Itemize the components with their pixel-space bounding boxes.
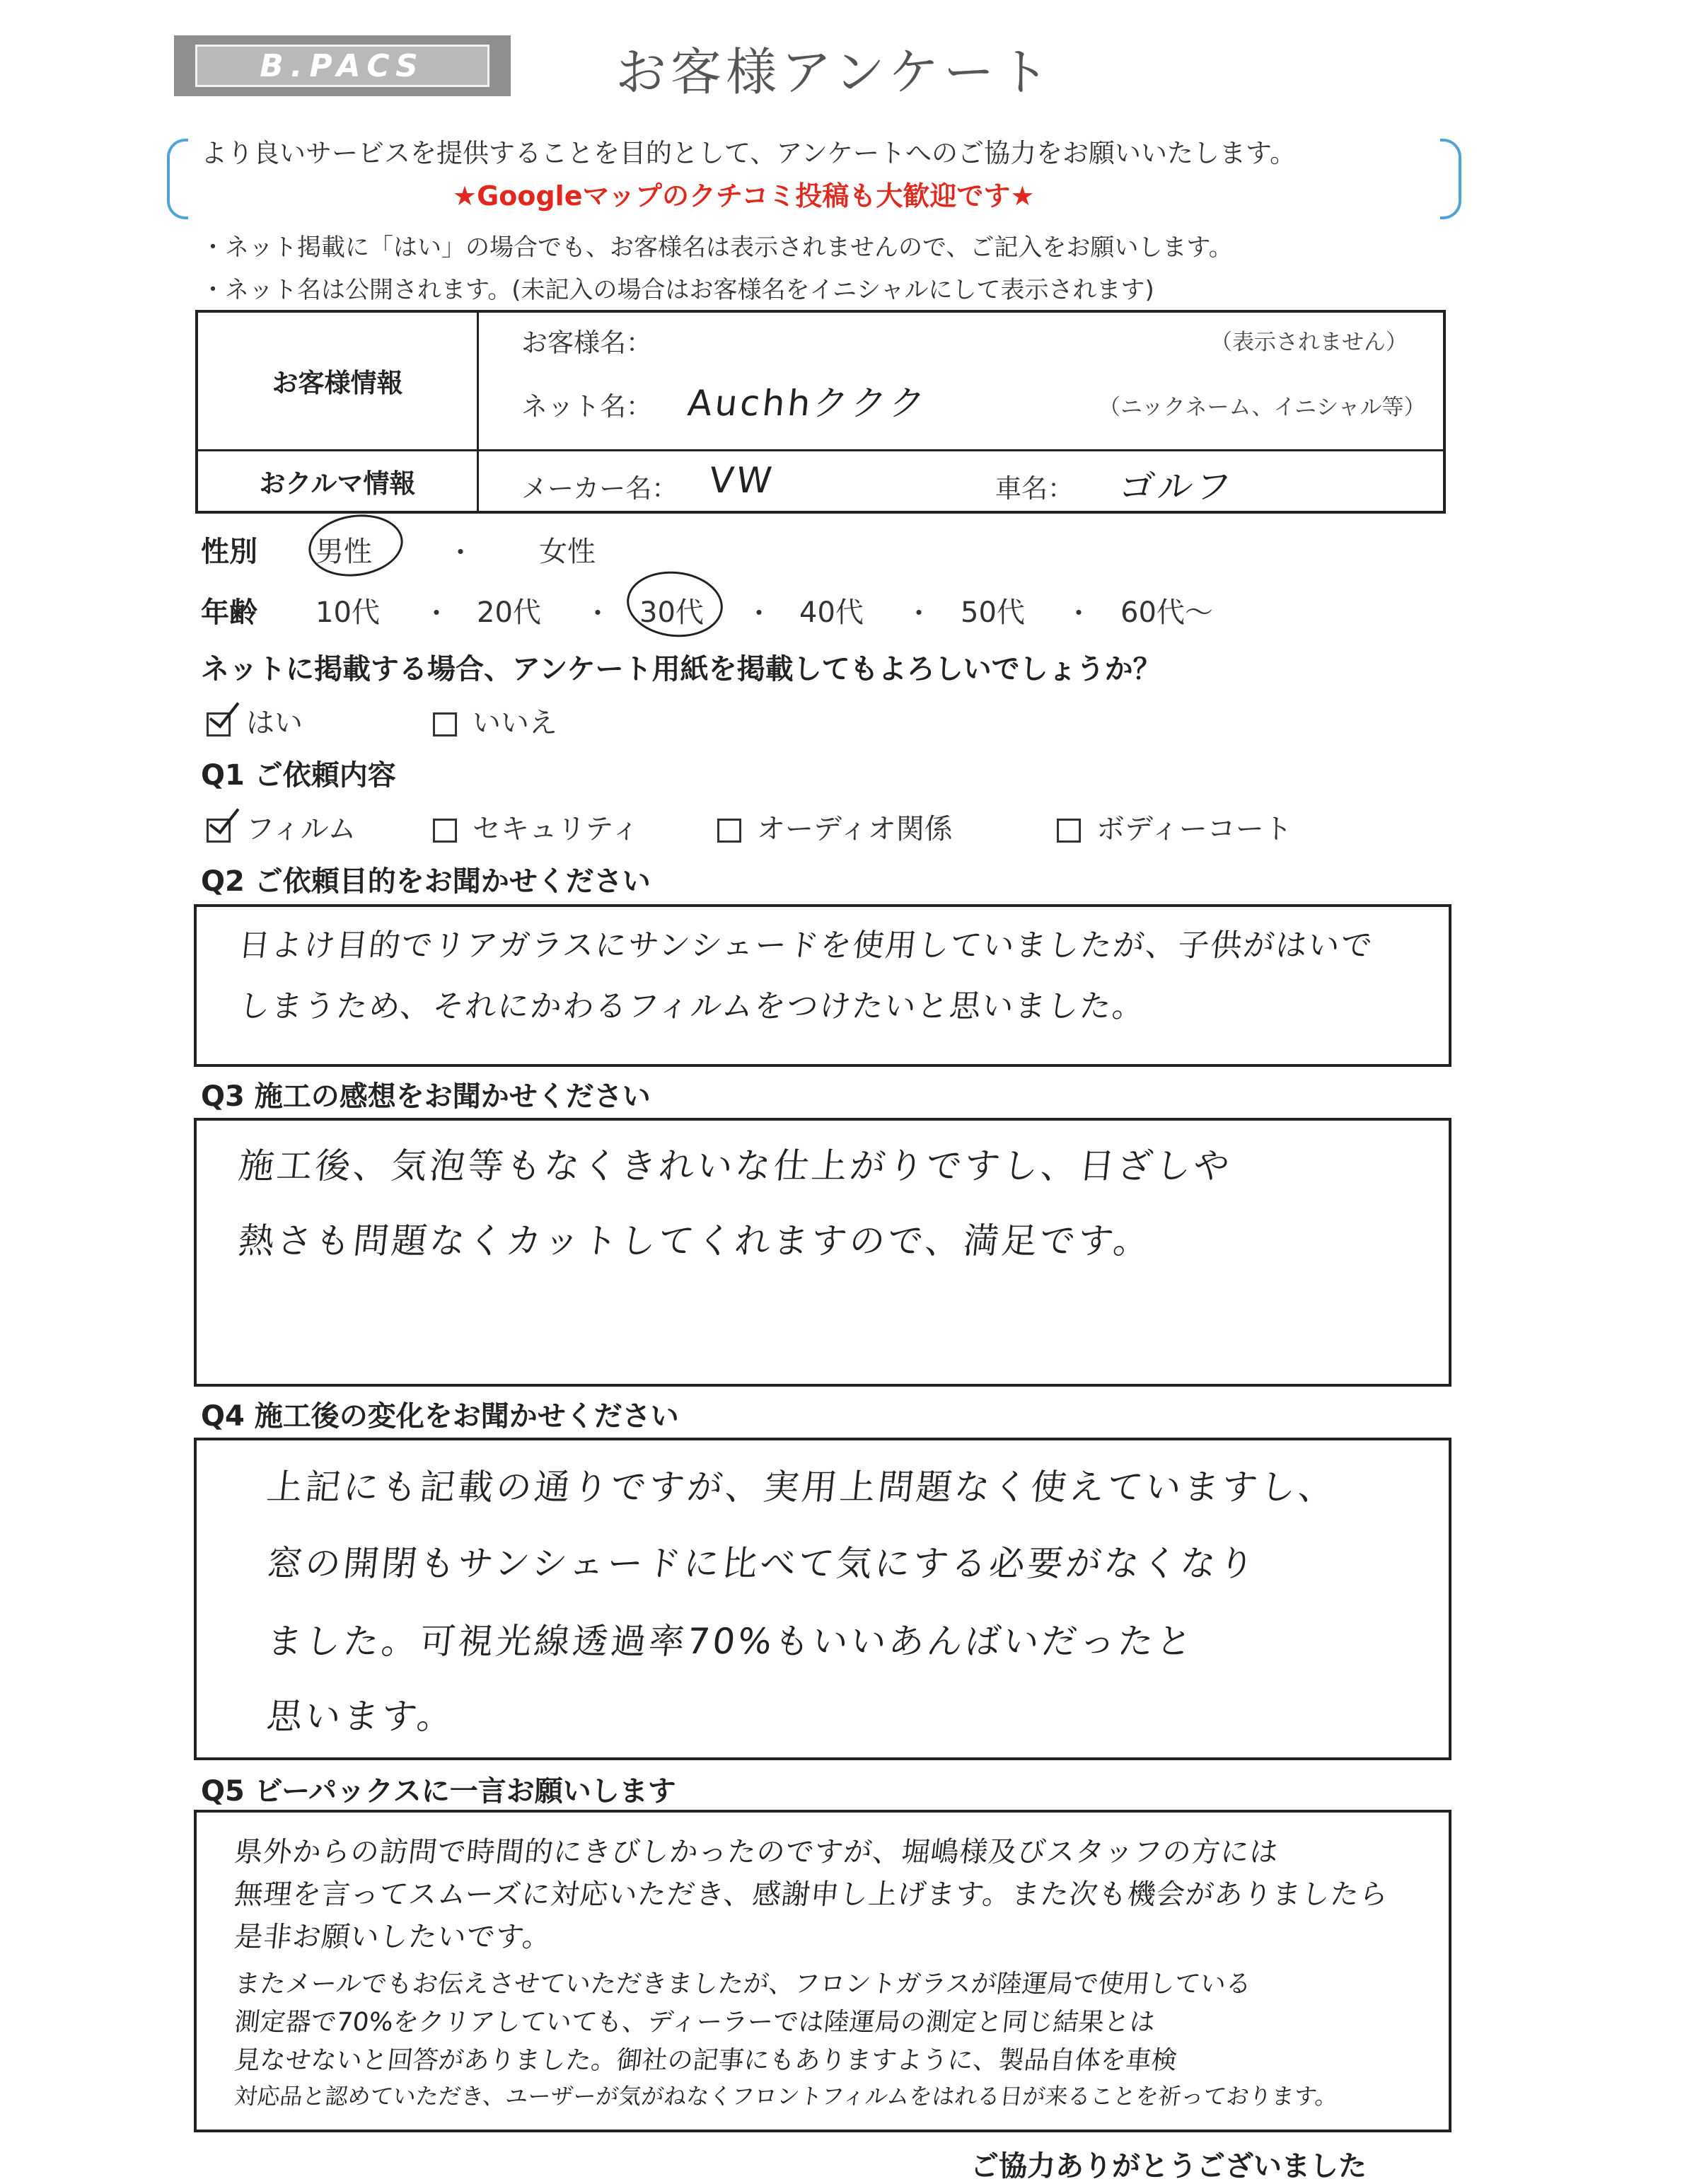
car-info-header [197,450,478,512]
q5-answer-line: 対応品と認めていただき、ユーザーが気がねなくフロントフィルムをはれる日が来ることを祈っております。 [233,2083,1340,2110]
q4-title: Q4 施工後の変化をお聞かせください [201,1400,679,1433]
q4-answer-line: 窓の開閉もサンシェードに比べて気にする必要がなくなり [265,1543,1259,1584]
company-logo [174,35,511,96]
customer-name-hint: （表示されません） [1210,330,1408,355]
q5-answer-line: 県外からの訪問で時間的にきびしかったのですが、堀嶋様及びスタッフの方には [233,1836,1281,1868]
publish-no[interactable] [433,700,557,741]
age-label: 年齢 [201,596,257,629]
maker-value[interactable]: VW [707,459,777,501]
thanks-message: ご協力ありがとうございました [970,2150,1367,2183]
car-name-label: 車名： [995,473,1074,504]
q1-security-checkbox[interactable] [433,819,457,843]
car-name-value[interactable]: ゴルフ [1117,466,1236,507]
gender-selected-circle [305,509,407,582]
q2-title: Q2 ご依頼目的をお聞かせください [201,865,651,898]
q2-answer-line: 日よけ目的でリアガラスにサンシェードを使用していましたが、子供がはいで [236,928,1376,964]
q4-answer-line: 思います。 [265,1696,458,1737]
q1-film-label: フィルム [246,813,357,845]
gender-option-female[interactable]: 女性 [539,536,596,568]
customer-info-header [197,311,478,450]
publish-question: ネットに掲載する場合、アンケート用紙を掲載してもよろしいでしょうか？ [201,653,1161,686]
q3-answer-line: 施工後、気泡等もなくきれいな仕上がりですし、日ざしや [236,1145,1234,1186]
q1-title: Q1 ご依頼内容 [201,759,396,792]
age-option-20s[interactable]: 20代 [477,596,541,629]
note-line-1: ・ネット掲載に「はい」の場合でも、お客様名は表示されませんので、ご記入をお願いします。 [201,233,1233,262]
checkmark-icon [209,695,240,729]
q1-option-body-coat[interactable] [1057,807,1292,847]
q1-body-coat-checkbox[interactable] [1057,819,1081,843]
age-separator: ・ [1065,598,1093,629]
q3-title: Q3 施工の感想をお聞かせください [201,1080,651,1113]
gender-separator: ・ [447,537,475,568]
q5-title: Q5 ビーパックスに一言お願いします [201,1775,676,1808]
age-option-10s[interactable]: 10代 [315,596,380,629]
q4-answer-line: 上記にも記載の通りですが、実用上問題なく使えていますし、 [265,1467,1339,1508]
age-separator: ・ [423,598,451,629]
age-separator: ・ [905,598,933,629]
age-option-40s[interactable]: 40代 [799,596,864,629]
page-title: お客様アンケート [615,42,1054,102]
google-review-banner: ★Googleマップのクチコミ投稿も大歓迎です★ [453,180,1035,212]
publish-yes-label: はい [246,707,303,739]
q3-answer-line: 熱さも問題なくカットしてくれますので、満足です。 [236,1220,1154,1261]
q5-answer-line: またメールでもお伝えさせていただきましたが、フロントガラスが陸運局で使用している [233,1970,1253,1999]
intro-text: より良いサービスを提供することを目的として、アンケートへのご協力をお願いいたします。 [201,138,1297,168]
customer-info-table [195,310,1446,514]
car-info-label: おクルマ情報 [259,468,416,499]
q5-answer-line: 見なせないと回答がありました。御社の記事にもありますように、製品自体を車検 [233,2046,1178,2075]
q1-film-checkbox[interactable] [207,819,231,843]
customer-info-label: お客様情報 [272,368,403,399]
intro-bracket-right [1440,139,1461,219]
q4-answer-line: ました。可視光線透過率70%もいいあんばいだったと [265,1621,1197,1662]
q1-option-security[interactable] [433,807,639,847]
age-separator: ・ [746,598,773,629]
publish-yes-checkbox[interactable] [207,712,231,736]
q4-answer-box[interactable] [194,1438,1451,1760]
q2-answer-box[interactable] [194,904,1451,1067]
checkmark-icon [209,802,240,835]
q3-answer-box[interactable] [194,1118,1451,1387]
q5-answer-box[interactable] [194,1810,1451,2132]
intro-bracket-left [167,139,188,219]
q1-body-coat-label: ボディーコート [1096,813,1292,845]
net-name-label: ネット名： [521,391,652,422]
q1-option-film[interactable] [207,807,356,847]
car-info-fields [478,450,1445,512]
customer-name-label: お客様名： [521,328,652,358]
age-option-50s[interactable]: 50代 [961,596,1025,629]
q5-answer-line: 是非お願いしたいです。 [233,1921,553,1953]
gender-label: 性別 [201,536,257,568]
q1-option-audio[interactable] [717,807,953,847]
gender-option-male[interactable]: 男性 [315,536,372,568]
age-separator: ・ [584,598,612,629]
age-option-60s-plus[interactable]: 60代〜 [1120,596,1213,629]
logo-wordmark: B.PACS [195,45,489,87]
net-name-value[interactable]: Auchhククク [685,383,930,424]
publish-yes[interactable] [207,700,303,741]
publish-no-checkbox[interactable] [433,712,457,736]
q1-audio-checkbox[interactable] [717,819,741,843]
q1-audio-label: オーディオ関係 [757,813,953,845]
note-line-2: ・ネット名は公開されます。(未記入の場合はお客様名をイニシャルにして表示されます) [201,276,1154,304]
q5-answer-line: 無理を言ってスムーズに対応いただき、感謝申し上げます。また次も機会がありましたら [233,1878,1391,1911]
publish-no-label: いいえ [473,707,557,739]
q1-security-label: セキュリティ [473,813,639,845]
net-name-hint: （ニックネーム、イニシャル等） [1099,395,1426,420]
maker-label: メーカー名： [521,473,678,504]
q2-answer-line: しまうため、それにかわるフィルムをつけたいと思いました。 [236,988,1147,1024]
age-option-30s[interactable]: 30代 [639,596,704,629]
customer-info-fields [478,311,1445,450]
q5-answer-line: 測定器で70%をクリアしていても、ディーラーでは陸運局の測定と同じ結果とは [233,2008,1157,2037]
